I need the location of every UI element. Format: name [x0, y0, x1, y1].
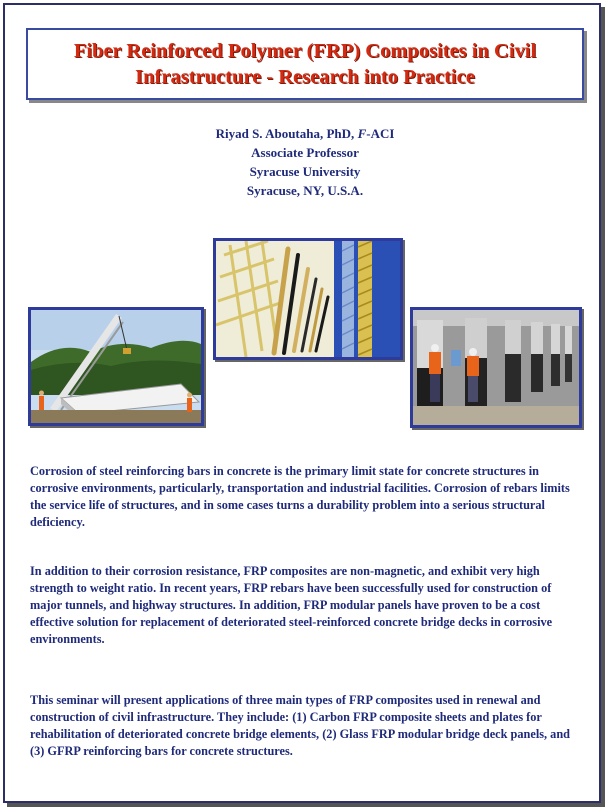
paragraph-corrosion: Corrosion of steel reinforcing bars in concrete is the primary limit state for concrete structures in corrosive environments, particularly, transportation and industrial facilities. Corrosion of rebars limits the service life of structures, and in some cases turns a durability problem into a serious structural deficiency. — [30, 464, 570, 529]
title-line-2: Infrastructure - Research into Practice — [135, 66, 475, 88]
frp-rebars-photo — [213, 238, 403, 360]
title-line-1: Fiber Reinforced Polymer (FRP) Composites in Civil — [73, 40, 537, 62]
author-name: Riyad S. Aboutaha, PhD, F-ACI — [215, 126, 395, 141]
fellow-abbrev: F — [357, 126, 367, 141]
bridge-deck-installation-photo — [28, 307, 204, 426]
author-block — [0, 124, 610, 200]
cfrp-column-wrapping-photo — [410, 307, 582, 428]
author-position: Associate Professor — [251, 145, 359, 160]
author-institution: Syracuse University — [249, 164, 361, 179]
author-location: Syracuse, NY, U.S.A. — [246, 183, 364, 198]
page-title — [64, 38, 546, 90]
paragraph-seminar-overview: This seminar will present applications of three main types of FRP composites used in renewal and construction of civil infrastructure. They include: (1) Carbon FRP composite sheets and plates for rehabilitation of deteriorated concrete bridge elements, (2) Glass FRP modular bridge deck panels, and (3) GFRP reinforcing bars for concrete structures. — [30, 693, 570, 758]
paragraph-frp-properties: In addition to their corrosion resistance, FRP composites are non-magnetic, and exhibit very high strength to weight ratio. In recent years, FRP rebars have been successfully used for construction of major tunnels, and highway structures. In addition, FRP modular panels have proven to be a cost effective solution for replacement of deteriorated steel-reinforced concrete bridge decks in corrosive environments. — [30, 564, 553, 646]
title-box — [26, 28, 584, 100]
